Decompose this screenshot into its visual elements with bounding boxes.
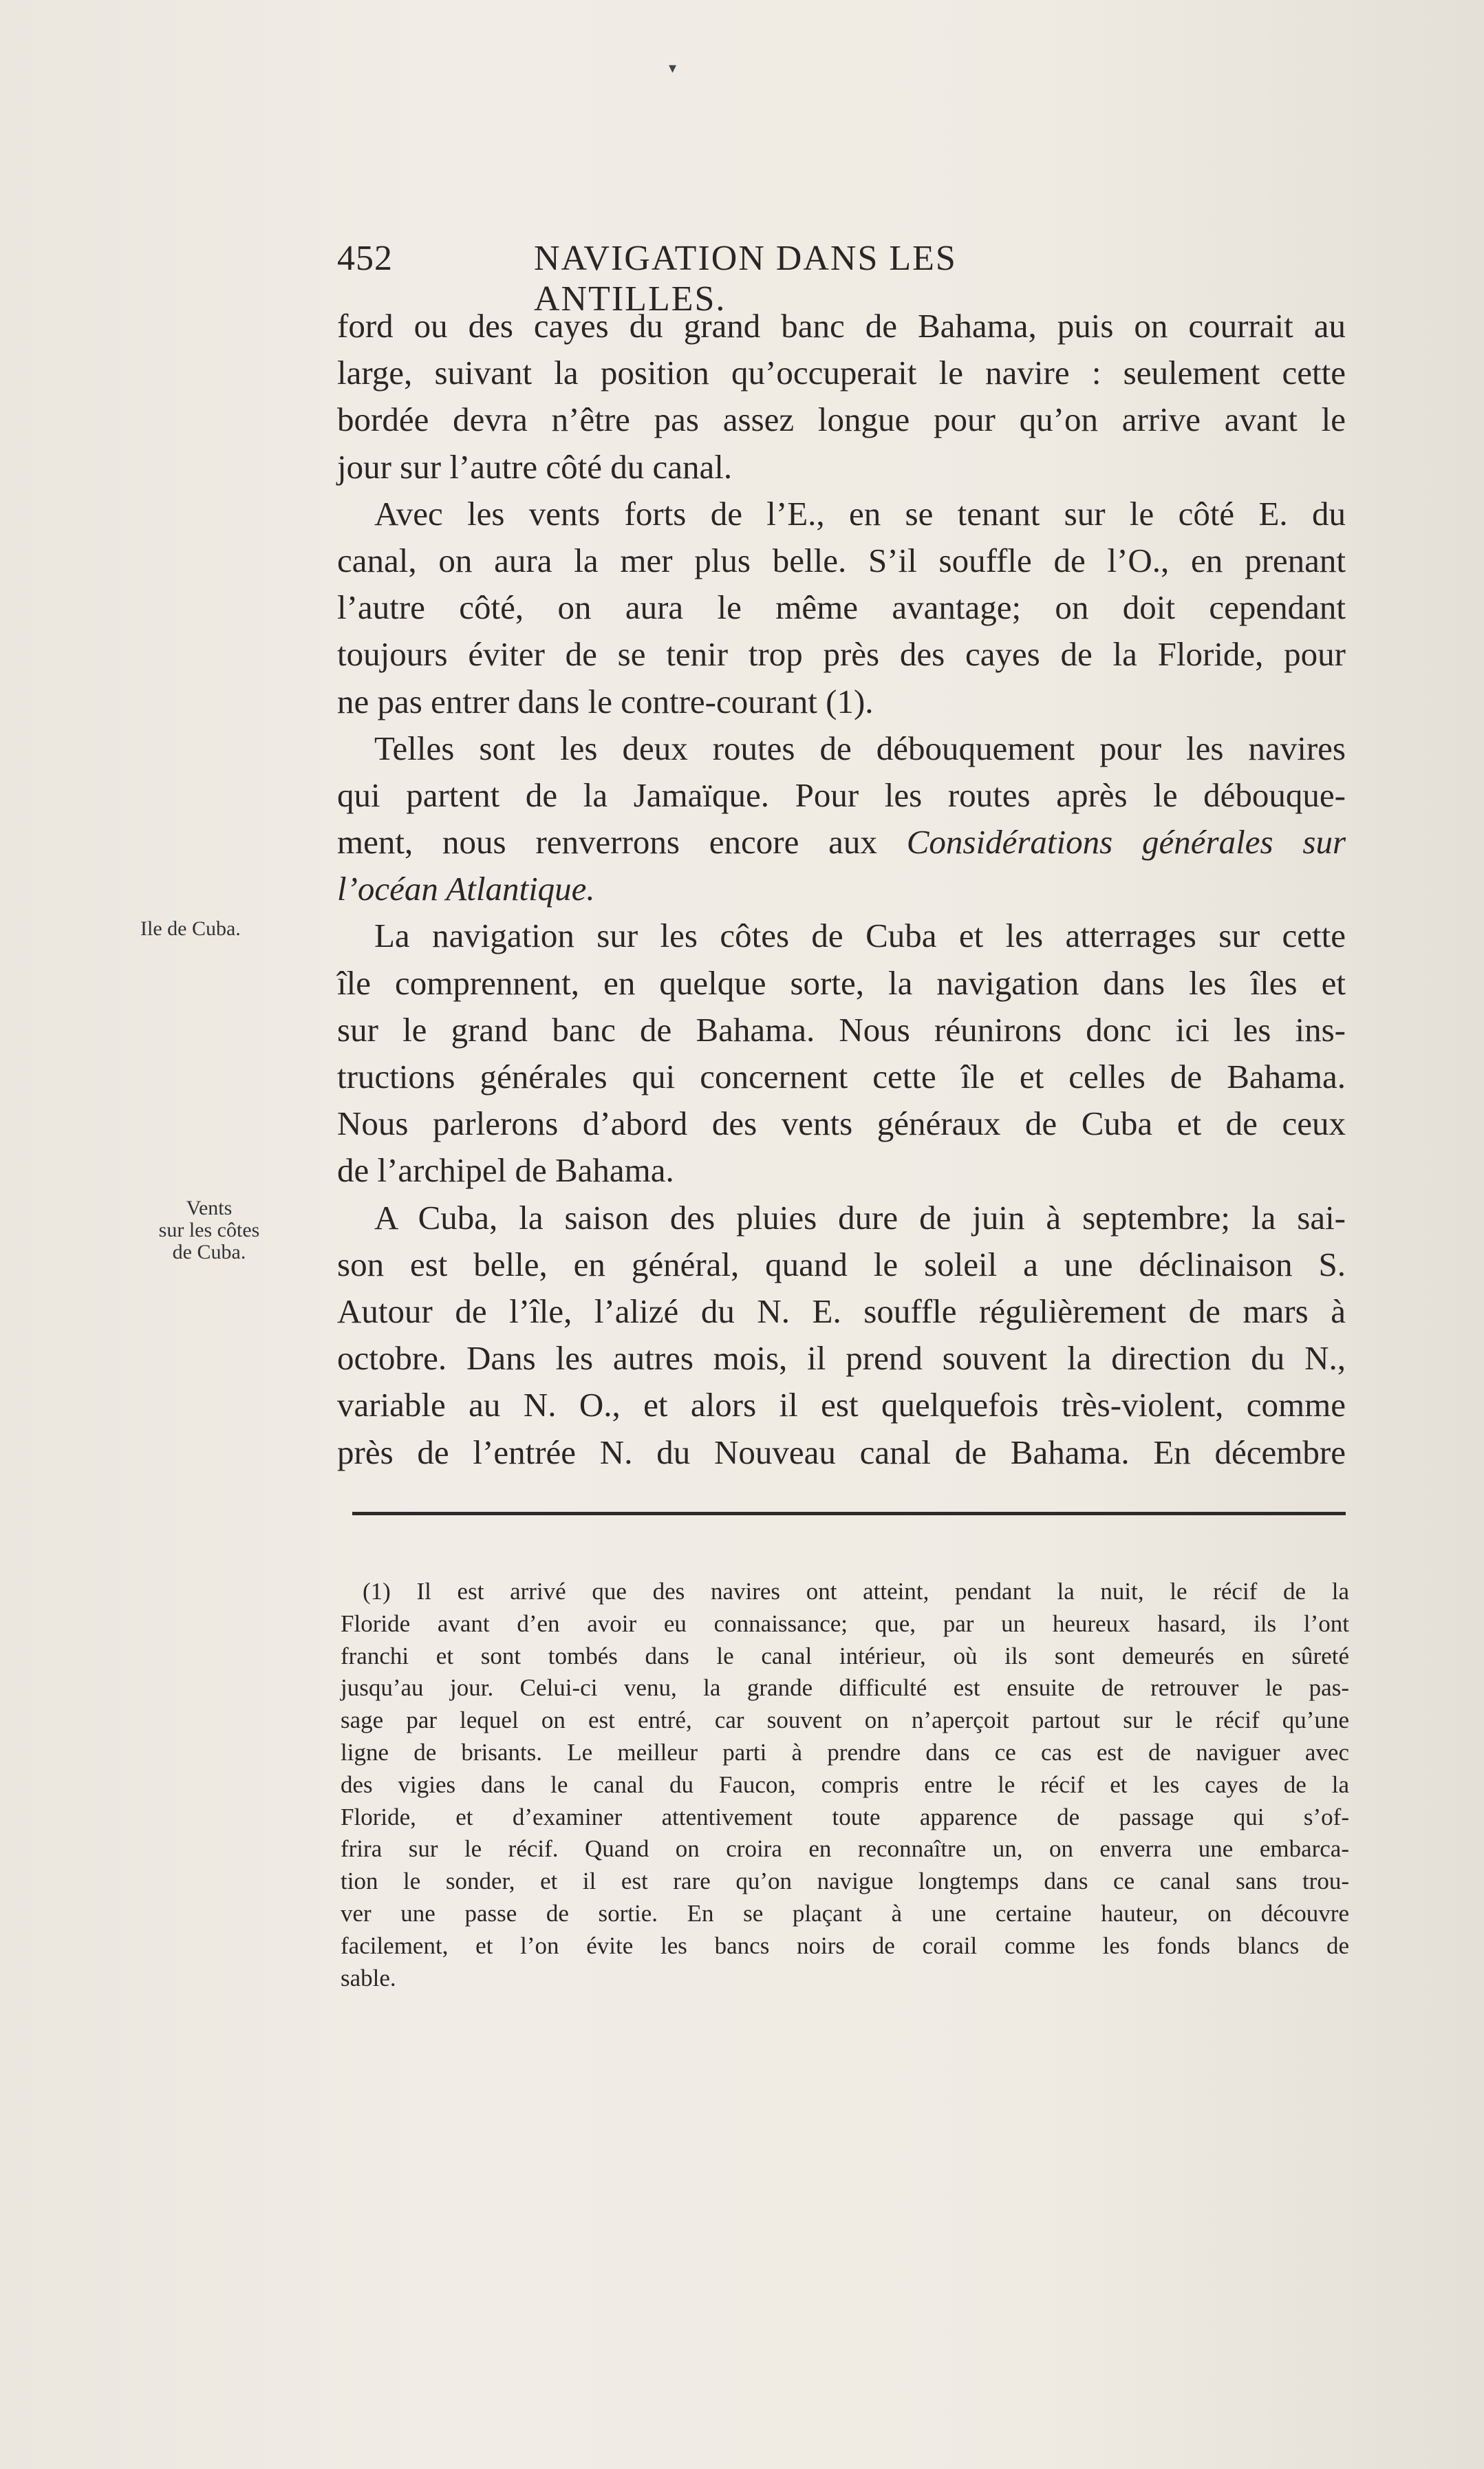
body-line: Telles sont les deux routes de débouquement pour les navires (374, 729, 1346, 767)
body-line: canal, on aura la mer plus belle. S’il souffle de l’O., en prenant (337, 541, 1346, 579)
footnote-line: Floride, et d’examiner attentivement toute apparence de passage qui s’of- (341, 1803, 1349, 1830)
margin-note-line: de Cuba. (172, 1241, 246, 1263)
footnote-line: (1) Il est arrivé que des navires ont atteint, pendant la nuit, le récif de la (363, 1578, 1349, 1605)
main-text (337, 303, 1346, 1476)
body-line: large, suivant la position qu’occuperait le navire : seulement cette (337, 354, 1346, 392)
body-line: octobre. Dans les autres mois, il prend souvent la direction du N., (337, 1339, 1346, 1378)
footnote-line: facilement, et l’on évite les bancs noirs de corail comme les fonds blancs de (341, 1932, 1349, 1959)
body-line: l’autre côté, on aura le même avantage; on doit cependant (337, 588, 1346, 627)
body-line: A Cuba, la saison des pluies dure de juin à septembre; la sai- (374, 1198, 1346, 1237)
footnote-line: frira sur le récif. Quand on croira en reconnaître un, on enverra une embarca- (341, 1835, 1349, 1863)
body-line: Nous parlerons d’abord des vents généraux de Cuba et de ceux (337, 1104, 1346, 1143)
footnote-line: sage par lequel on est entré, car souvent on n’aperçoit partout sur le récif qu’une (341, 1707, 1349, 1734)
body-line: son est belle, en général, quand le soleil a une déclinaison S. (337, 1245, 1346, 1283)
body-line: variable au N. O., et alors il est quelquefois très-violent, comme (337, 1386, 1346, 1424)
footnote-line: Floride avant d’en avoir eu connaissance; que, par un heureux hasard, ils l’ont (341, 1610, 1349, 1637)
footnote-line: des vigies dans le canal du Faucon, compris entre le récif et les cayes de la (341, 1771, 1349, 1798)
body-line: jour sur l’autre côté du canal. (337, 447, 733, 486)
body-line (337, 866, 1346, 912)
body-line: près de l’entrée N. du Nouveau canal de Bahama. En décembre (337, 1433, 1346, 1471)
body-line (337, 819, 1346, 866)
page-header (337, 238, 1156, 319)
footnote-line: jusqu’au jour. Celui-ci venu, la grande difficulté est ensuite de retrouver le pas- (341, 1674, 1349, 1702)
body-line: toujours éviter de se tenir trop près des cayes de la Floride, pour (337, 635, 1346, 674)
footnote-line: ligne de brisants. Le meilleur parti à prendre dans ce cas est de naviguer avec (341, 1738, 1349, 1766)
body-line: ne pas entrer dans le contre-courant (1). (337, 682, 874, 720)
italic-title: l’océan Atlantique. (337, 870, 595, 908)
body-line-text: ment, nous renverrons encore aux (337, 823, 877, 862)
body-line: île comprennent, en quelque sorte, la navigation dans les îles et (337, 963, 1346, 1002)
body-line: de l’archipel de Bahama. (337, 1151, 674, 1190)
body-line: ford ou des cayes du grand banc de Bahama, puis on courrait au (337, 307, 1346, 345)
stray-mark: ▾ (669, 59, 677, 76)
footnote-line: franchi et sont tombés dans le canal intérieur, où ils sont demeurés en sûreté (341, 1642, 1349, 1669)
page-number: 452 (337, 239, 393, 278)
footnote (341, 1576, 1349, 1994)
body-line: sur le grand banc de Bahama. Nous réunirons donc ici les ins- (337, 1010, 1346, 1049)
italic-title: Considérations générales sur (906, 823, 1346, 862)
margin-note-line: sur les côtes (158, 1219, 260, 1241)
margin-note-ile-de-cuba (140, 918, 292, 940)
footnote-divider (352, 1512, 1346, 1515)
footnote-line: ver une passe de sortie. En se plaçant à une certaine hauteur, on découvre (341, 1899, 1349, 1927)
body-line: Autour de l’île, l’alizé du N. E. souffle régulièrement de mars à (337, 1292, 1346, 1330)
body-line: Avec les vents forts de l’E., en se tenant sur le côté E. du (374, 494, 1346, 533)
body-line: tructions générales qui concernent cette île et celles de Bahama. (337, 1058, 1346, 1095)
body-line: bordée devra n’être pas assez longue pour qu’on arrive avant le (337, 400, 1346, 439)
margin-note-text: Ile de Cuba. (140, 917, 241, 940)
body-line: La navigation sur les côtes de Cuba et les atterrages sur cette (374, 917, 1346, 955)
running-title: NAVIGATION DANS LES ANTILLES. (534, 239, 957, 319)
footnote-line: sable. (341, 1964, 396, 1991)
margin-note-line: Vents (186, 1197, 233, 1219)
body-line: qui partent de la Jamaïque. Pour les routes après le débouque- (337, 776, 1346, 814)
margin-note-vents-cuba (127, 1197, 292, 1263)
footnote-line: tion le sonder, et il est rare qu’on navigue longtemps dans ce canal sans trou- (341, 1868, 1349, 1895)
